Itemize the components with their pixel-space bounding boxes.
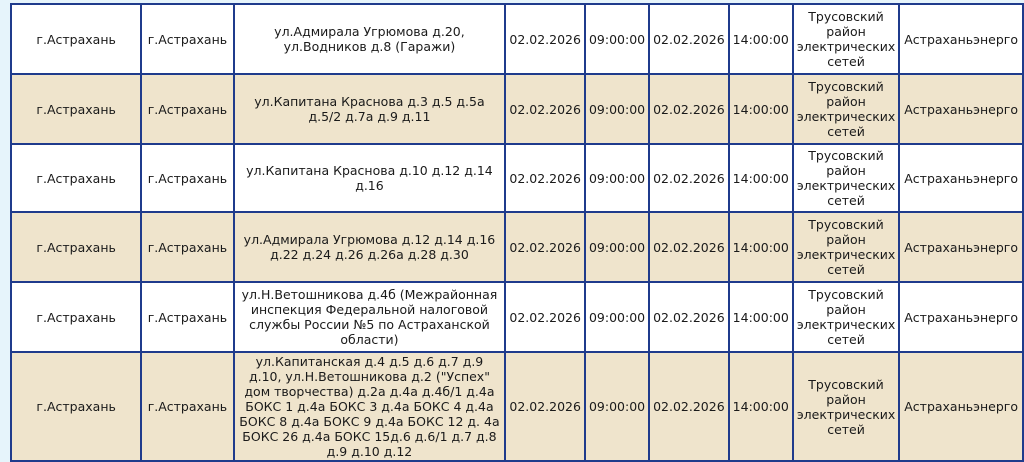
locality-cell: г.Астрахань bbox=[11, 352, 141, 461]
address-cell: ул.Адмирала Угрюмова д.12 д.14 д.16 д.22 д.24 д.26 д.26а д.28 д.30 bbox=[234, 212, 506, 282]
outage-schedule-table bbox=[10, 3, 1024, 462]
end-date-cell: 02.02.2026 bbox=[649, 4, 729, 74]
address-cell: ул.Капитана Краснова д.10 д.12 д.14 д.16 bbox=[234, 144, 506, 212]
end-time-cell: 14:00:00 bbox=[729, 144, 793, 212]
start-date-cell: 02.02.2026 bbox=[505, 352, 585, 461]
end-time-cell: 14:00:00 bbox=[729, 4, 793, 74]
company-cell: Астраханьэнерго bbox=[899, 74, 1023, 144]
end-date-cell: 02.02.2026 bbox=[649, 282, 729, 352]
end-time-cell: 14:00:00 bbox=[729, 212, 793, 282]
table-row bbox=[11, 352, 1023, 461]
table-row bbox=[11, 4, 1023, 74]
settlement-cell: г.Астрахань bbox=[141, 352, 233, 461]
start-time-cell: 09:00:00 bbox=[585, 4, 649, 74]
address-cell: ул.Адмирала Угрюмова д.20, ул.Водников д.8 (Гаражи) bbox=[234, 4, 506, 74]
district-cell: Трусовский район электрических сетей bbox=[793, 4, 899, 74]
table-row bbox=[11, 212, 1023, 282]
start-date-cell: 02.02.2026 bbox=[505, 4, 585, 74]
district-cell: Трусовский район электрических сетей bbox=[793, 74, 899, 144]
district-cell: Трусовский район электрических сетей bbox=[793, 282, 899, 352]
address-cell: ул.Капитана Краснова д.3 д.5 д.5а д.5/2 д.7а д.9 д.11 bbox=[234, 74, 506, 144]
company-cell: Астраханьэнерго bbox=[899, 144, 1023, 212]
end-time-cell: 14:00:00 bbox=[729, 74, 793, 144]
start-time-cell: 09:00:00 bbox=[585, 282, 649, 352]
company-cell: Астраханьэнерго bbox=[899, 282, 1023, 352]
start-time-cell: 09:00:00 bbox=[585, 144, 649, 212]
start-date-cell: 02.02.2026 bbox=[505, 212, 585, 282]
district-cell: Трусовский район электрических сетей bbox=[793, 212, 899, 282]
company-cell: Астраханьэнерго bbox=[899, 212, 1023, 282]
end-date-cell: 02.02.2026 bbox=[649, 144, 729, 212]
locality-cell: г.Астрахань bbox=[11, 4, 141, 74]
locality-cell: г.Астрахань bbox=[11, 282, 141, 352]
company-cell: Астраханьэнерго bbox=[899, 4, 1023, 74]
start-time-cell: 09:00:00 bbox=[585, 74, 649, 144]
locality-cell: г.Астрахань bbox=[11, 74, 141, 144]
settlement-cell: г.Астрахань bbox=[141, 144, 233, 212]
address-cell: ул.Капитанская д.4 д.5 д.6 д.7 д.9 д.10, ул.Н.Ветошникова д.2 ("Успех" дом творчества) д.2а д.4а д.4б/1 д.4а БОКС 1 д.4а БОКС 3 д.4а БОКС 4 д.4а БОКС 8 д.4а БОКС 9 д.4а БОКС 12 д. 4а БОКС 26 д.4а БОКС 15д.6 д.6/1 д.7 д.8 д.9 д.10 д.12 bbox=[234, 352, 506, 461]
locality-cell: г.Астрахань bbox=[11, 212, 141, 282]
table-row bbox=[11, 74, 1023, 144]
start-date-cell: 02.02.2026 bbox=[505, 282, 585, 352]
start-time-cell: 09:00:00 bbox=[585, 212, 649, 282]
table-row bbox=[11, 282, 1023, 352]
end-time-cell: 14:00:00 bbox=[729, 282, 793, 352]
start-time-cell: 09:00:00 bbox=[585, 352, 649, 461]
settlement-cell: г.Астрахань bbox=[141, 212, 233, 282]
settlement-cell: г.Астрахань bbox=[141, 74, 233, 144]
district-cell: Трусовский район электрических сетей bbox=[793, 144, 899, 212]
locality-cell: г.Астрахань bbox=[11, 144, 141, 212]
settlement-cell: г.Астрахань bbox=[141, 282, 233, 352]
address-cell: ул.Н.Ветошникова д.4б (Межрайонная инспекция Федеральной налоговой службы России №5 по Астраханской области) bbox=[234, 282, 506, 352]
start-date-cell: 02.02.2026 bbox=[505, 144, 585, 212]
table-row bbox=[11, 144, 1023, 212]
start-date-cell: 02.02.2026 bbox=[505, 74, 585, 144]
district-cell: Трусовский район электрических сетей bbox=[793, 352, 899, 461]
end-date-cell: 02.02.2026 bbox=[649, 212, 729, 282]
company-cell: Астраханьэнерго bbox=[899, 352, 1023, 461]
end-date-cell: 02.02.2026 bbox=[649, 352, 729, 461]
end-date-cell: 02.02.2026 bbox=[649, 74, 729, 144]
end-time-cell: 14:00:00 bbox=[729, 352, 793, 461]
settlement-cell: г.Астрахань bbox=[141, 4, 233, 74]
